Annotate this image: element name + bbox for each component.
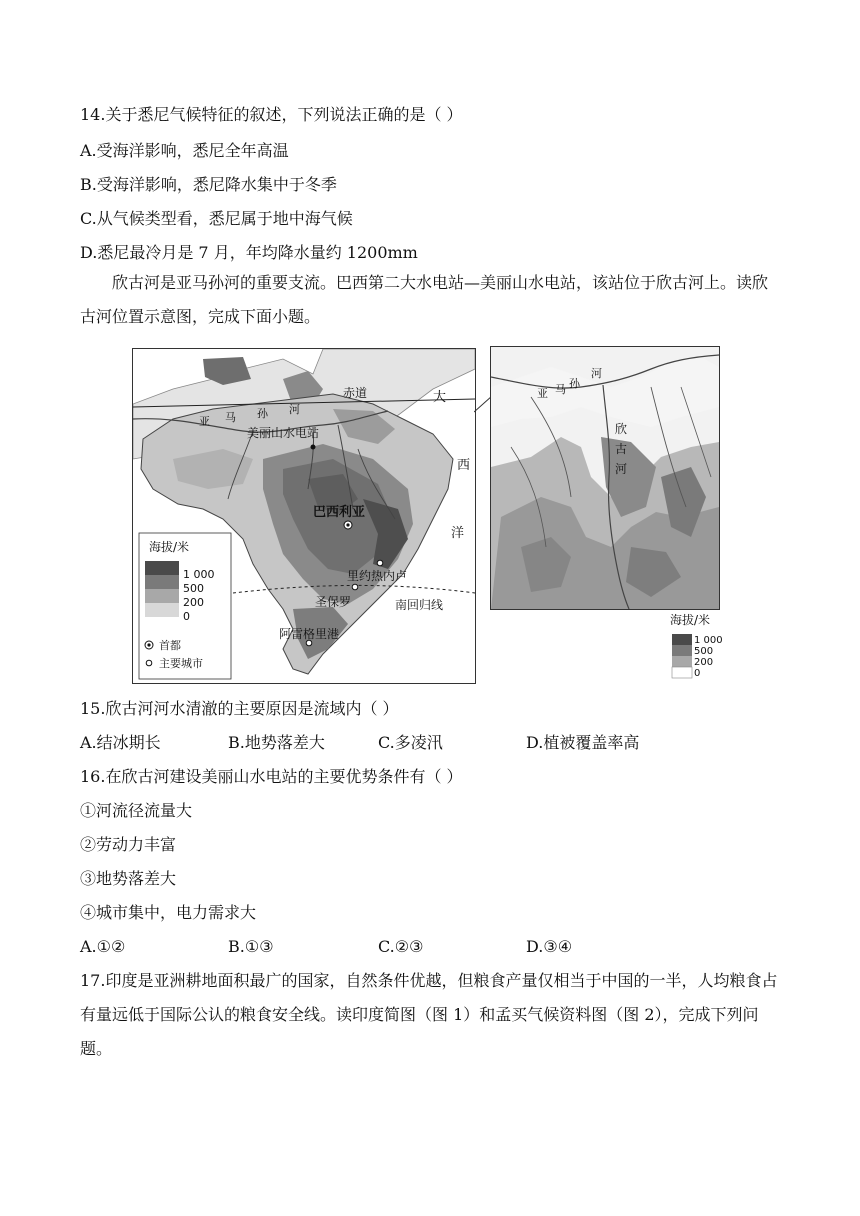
ocean-char-1: 大 (433, 390, 447, 405)
xingu-legend-1000: 1 000 (694, 635, 723, 646)
elevation-legend (139, 533, 231, 679)
xingu-legend (670, 612, 730, 684)
q15-option-c: C.多凌汛 (378, 733, 443, 752)
ocean-char-2: 西 (457, 458, 471, 473)
xingu-char-1: 欣 (615, 422, 628, 436)
rio-label: 里约热内卢 (347, 569, 408, 583)
q16-option-a: A.①② (80, 937, 126, 956)
q16-stem: 16.在欣古河建设美丽山水电站的主要优势条件有（ ） (80, 767, 463, 786)
amazon-char-2-r: 马 (555, 383, 566, 396)
legend-capital: 首都 (159, 639, 181, 652)
station-label: 美丽山水电站 (247, 426, 320, 440)
amazon-char-4: 河 (289, 403, 300, 416)
q16-option-b: B.①③ (228, 937, 274, 956)
legend-title: 海拔/米 (149, 540, 190, 554)
amazon-char-1-r: 亚 (537, 387, 548, 400)
q15-stem: 15.欣古河河水清澈的主要原因是流域内（ ） (80, 699, 399, 718)
legend-level-0: 0 (183, 610, 190, 623)
q14-option-d: D.悉尼最冷月是 7 月，年均降水量约 1200mm (80, 243, 418, 262)
amazon-char-4-r: 河 (591, 367, 602, 380)
q15-option-a: A.结冰期长 (80, 733, 161, 752)
xingu-char-3: 河 (615, 462, 628, 476)
xingu-legend-200: 200 (694, 657, 714, 668)
q16-item-2: ②劳动力丰富 (80, 835, 177, 854)
equator-label: 赤道 (343, 386, 368, 400)
brazil-map (132, 348, 476, 684)
ocean-char-3: 洋 (451, 526, 465, 541)
xingu-legend-title: 海拔/米 (670, 613, 711, 627)
q17-stem: 17.印度是亚洲耕地面积最广的国家，自然条件优越，但粮食产量仅相当于中国的一半，人均粮食占有量远低于国际公认的粮食安全线。读印度简图（图 1）和孟买气候资料图（图 2），完成下列问题。 (80, 971, 778, 1058)
amazon-char-3: 孙 (257, 407, 268, 420)
q16-option-d: D.③④ (526, 937, 573, 956)
amazon-char-3-r: 孙 (569, 377, 580, 390)
q14-option-c: C.从气候类型看，悉尼属于地中海气候 (80, 209, 353, 228)
q16-item-1: ①河流径流量大 (80, 801, 193, 820)
xingu-legend-0: 0 (694, 668, 701, 679)
q14-option-a: A.受海洋影响，悉尼全年高温 (80, 141, 289, 160)
xingu-legend-500: 500 (694, 646, 714, 657)
porto-alegre-label: 阿雷格里港 (279, 627, 340, 641)
legend-level-1000: 1 000 (183, 568, 215, 581)
q16-item-3: ③地势落差大 (80, 869, 177, 888)
legend-level-200: 200 (183, 596, 204, 609)
q14-stem: 14.关于悉尼气候特征的叙述，下列说法正确的是（ ） (80, 105, 463, 124)
brasilia-label: 巴西利亚 (313, 505, 366, 520)
intro-paragraph: 欣古河是亚马孙河的重要支流。巴西第二大水电站—美丽山水电站，该站位于欣古河上。读欣古河位置示意图，完成下面小题。 (80, 273, 769, 326)
station-marker (311, 445, 316, 450)
xingu-char-2: 古 (615, 442, 628, 456)
q15-option-d: D.植被覆盖率高 (526, 733, 640, 752)
amazon-char-2: 马 (225, 411, 236, 424)
tropic-label: 南回归线 (395, 598, 444, 612)
saopaulo-label: 圣保罗 (315, 595, 352, 609)
legend-city: 主要城市 (159, 657, 203, 670)
legend-level-500: 500 (183, 582, 204, 595)
q16-item-4: ④城市集中，电力需求大 (80, 903, 257, 922)
q14-option-b: B.受海洋影响，悉尼降水集中于冬季 (80, 175, 337, 194)
xingu-detail-map (490, 346, 720, 610)
q16-option-c: C.②③ (378, 937, 424, 956)
q15-option-b: B.地势落差大 (228, 733, 325, 752)
amazon-char-1: 亚 (199, 415, 210, 428)
